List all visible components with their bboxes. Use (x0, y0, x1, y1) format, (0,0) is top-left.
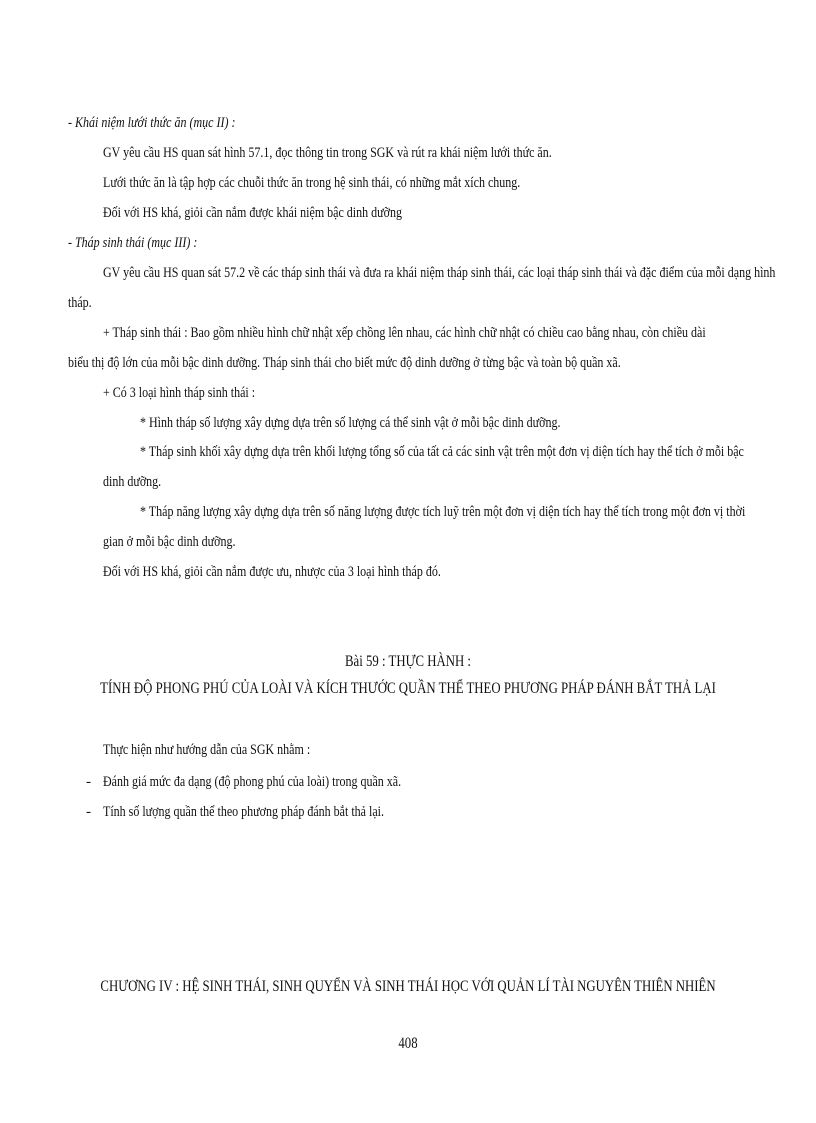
list-bullet: - (86, 774, 91, 790)
pyramid-paragraph-1-line-1: GV yêu cầu HS quan sát 57.2 về các tháp sinh thái và đưa ra khái niệm tháp sinh thái, các loại tháp sinh thái và đặc điểm của mỗi dạng hình (103, 265, 776, 281)
lesson-59-item-2: Tính số lượng quần thể theo phương pháp đánh bắt thả lại. (103, 804, 384, 820)
food-web-paragraph-1: GV yêu cầu HS quan sát hình 57.1, đọc thông tin trong SGK và rút ra khái niệm lưới thức ăn. (103, 145, 552, 161)
pyramid-type-number: * Hình tháp số lượng xây dựng dựa trên số lượng cá thể sinh vật ở mỗi bậc dinh dưỡng. (140, 415, 561, 431)
lesson-59-title: Bài 59 : THỰC HÀNH : (345, 653, 471, 670)
food-web-heading: - Khái niệm lưới thức ăn (mục II) : (68, 115, 236, 131)
pyramid-paragraph-1-line-2: tháp. (68, 295, 92, 311)
list-bullet: - (86, 804, 91, 820)
chapter-title: CHƯƠNG IV : HỆ SINH THÁI, SINH QUYỂN VÀ SINH THÁI HỌC VỚI QUẢN LÍ TÀI NGUYÊN THIÊN NHIÊN (100, 978, 716, 995)
pyramid-types-intro: + Có 3 loại hình tháp sinh thái : (103, 385, 256, 401)
page-number: 408 (398, 1035, 418, 1052)
food-web-paragraph-3: Đối với HS khá, giỏi cần nắm được khái niệm bậc dinh dưỡng (103, 205, 402, 221)
pyramid-type-biomass-line-1: * Tháp sinh khối xây dựng dựa trên khối lượng tổng số của tất cả các sinh vật trên một đơn vị diện tích hay thể tích ở mỗi bậc (140, 444, 744, 460)
lesson-59-item-1: Đánh giá mức đa dạng (độ phong phú của loài) trong quần xã. (103, 774, 402, 790)
pyramid-type-biomass-line-2: dinh dưỡng. (103, 474, 162, 490)
pyramid-type-energy-line-1: * Tháp năng lượng xây dựng dựa trên số năng lượng được tích luỹ trên một đơn vị diện tích hay thể tích trong một đơn vị thời (140, 504, 746, 520)
lesson-59-subtitle: TÍNH ĐỘ PHONG PHÚ CỦA LOÀI VÀ KÍCH THƯỚC QUẦN THỂ THEO PHƯƠNG PHÁP ĐÁNH BẮT THẢ LẠI (100, 680, 716, 697)
lesson-59-intro: Thực hiện như hướng dẫn của SGK nhằm : (103, 742, 311, 758)
pyramid-heading: - Tháp sinh thái (mục III) : (68, 235, 198, 251)
food-web-paragraph-2: Lưới thức ăn là tập hợp các chuỗi thức ăn trong hệ sinh thái, có những mắt xích chung. (103, 175, 521, 191)
pyramid-paragraph-2-line-1: + Tháp sinh thái : Bao gồm nhiều hình chữ nhật xếp chồng lên nhau, các hình chữ nhật có chiều cao bằng nhau, còn chiều dài (103, 325, 706, 341)
pyramid-type-energy-line-2: gian ở mỗi bậc dinh dưỡng. (103, 534, 236, 550)
pyramid-paragraph-2-line-2: biểu thị độ lớn của mỗi bậc dinh dưỡng. Tháp sinh thái cho biết mức độ dinh dưỡng ở từng bậc và toàn bộ quần xã. (68, 355, 621, 371)
pyramid-note: Đối với HS khá, giỏi cần nắm được ưu, nhược của 3 loại hình tháp đó. (103, 564, 441, 580)
